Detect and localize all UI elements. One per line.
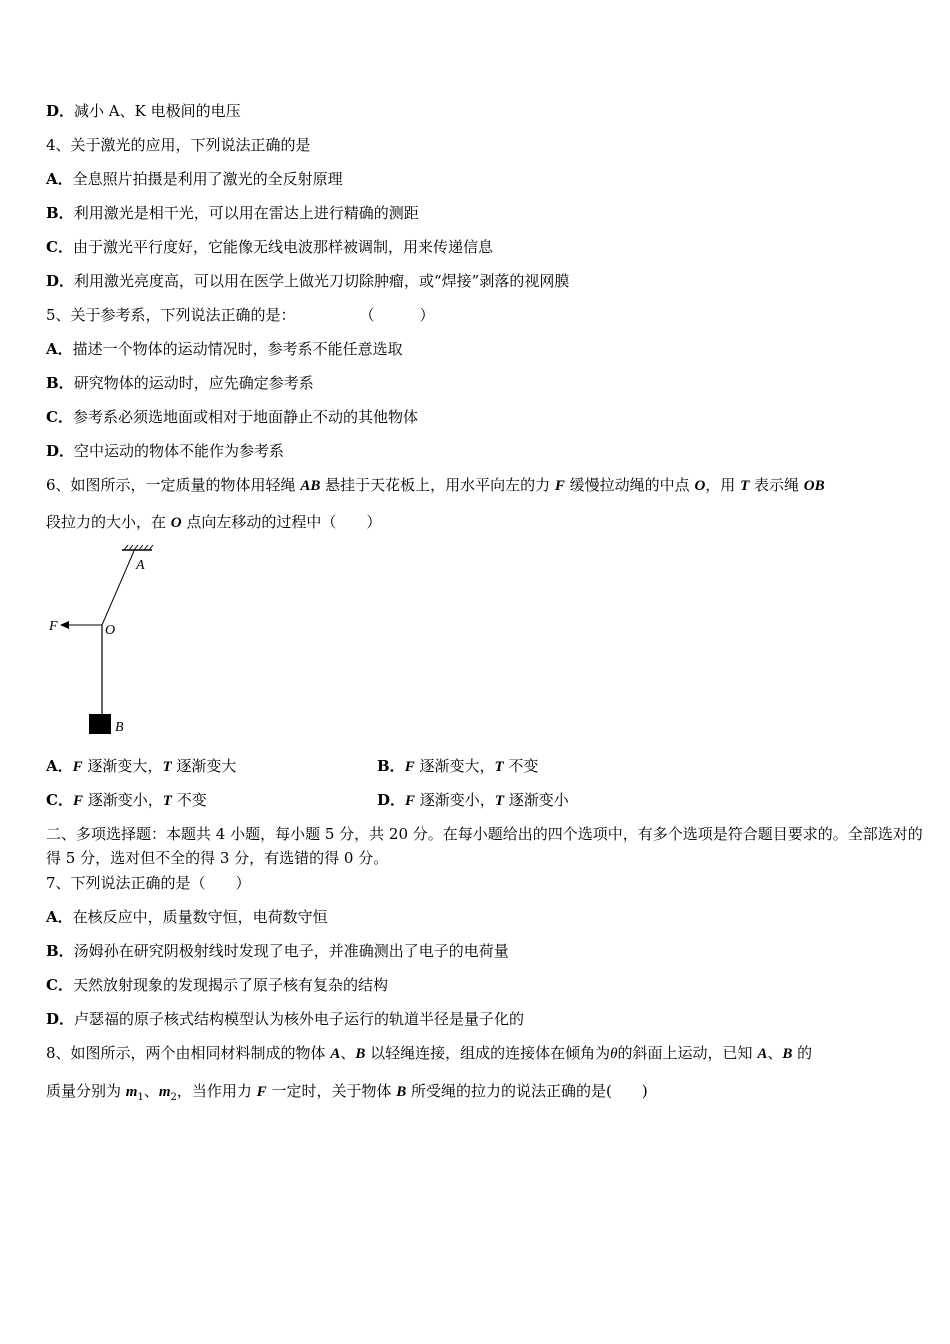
option-label: C． xyxy=(46,408,73,426)
option-label: C． xyxy=(46,238,73,256)
option-text: 利用激光是相干光，可以用在雷达上进行精确的测距 xyxy=(73,204,419,222)
text: 质量分别为 xyxy=(46,1082,126,1100)
text: ，用 xyxy=(705,476,741,494)
q4-option-d xyxy=(46,271,569,291)
text: 一定时，关于物体 xyxy=(266,1082,397,1100)
subscript: 2 xyxy=(170,1092,177,1103)
q5-stem-text: 5、关于参考系，下列说法正确的是： xyxy=(46,306,296,324)
var-a: A xyxy=(757,1046,768,1062)
option-label: D． xyxy=(46,272,75,290)
q5-stem xyxy=(46,305,435,325)
var-ob: OB xyxy=(803,478,825,494)
option-text: 参考系必须选地面或相对于地面静止不动的其他物体 xyxy=(72,408,418,426)
var-f: F xyxy=(404,759,415,775)
text: 、 xyxy=(143,1082,159,1100)
q4-option-c xyxy=(46,237,493,257)
answer-bracket: （ ） xyxy=(359,306,435,324)
q6-stem-line1 xyxy=(46,475,825,496)
option-text: 天然放射现象的发现揭示了原子核有复杂的结构 xyxy=(72,976,388,994)
text: 不变 xyxy=(171,791,207,809)
option-text: 由于激光平行度好，它能像无线电波那样被调制，用来传递信息 xyxy=(72,238,493,256)
option-text: 减小 A、K 电极间的电压 xyxy=(74,102,241,120)
q6-figure xyxy=(46,544,156,740)
option-text: 研究物体的运动时，应先确定参考系 xyxy=(73,374,314,392)
option-text: 描述一个物体的运动情况时，参考系不能任意选取 xyxy=(72,340,403,358)
text: 逐渐变小， xyxy=(82,791,163,809)
var-b: B xyxy=(782,1046,793,1062)
q3-option-d xyxy=(46,101,241,121)
var-f: F xyxy=(72,759,83,775)
option-text: 全息照片拍摄是利用了激光的全反射原理 xyxy=(72,170,343,188)
q6-stem-line2 xyxy=(46,512,381,533)
q6-option-d xyxy=(377,790,569,811)
option-label: A． xyxy=(46,340,73,358)
q7-option-b xyxy=(46,941,509,961)
text: 8、如图所示，两个由相同材料制成的物体 xyxy=(46,1044,331,1062)
text: 逐渐变大， xyxy=(82,757,163,775)
q6-option-c xyxy=(46,790,207,811)
q7-stem: 7、下列说法正确的是（ ） xyxy=(46,874,251,892)
label-b: B xyxy=(115,720,124,735)
option-label: D． xyxy=(46,102,75,120)
q8-stem-line1 xyxy=(46,1043,812,1064)
option-label: A． xyxy=(46,908,73,926)
q4-option-b xyxy=(46,203,419,223)
var-m: m xyxy=(125,1084,138,1100)
var-f: F xyxy=(554,478,565,494)
q4-option-a xyxy=(46,169,343,189)
option-text: 汤姆孙在研究阴极射线时发现了电子，并准确测出了电子的电荷量 xyxy=(73,942,509,960)
option-label: B． xyxy=(46,374,74,392)
var-t: T xyxy=(494,759,504,775)
text: 缓慢拉动绳的中点 xyxy=(564,476,695,494)
section-heading: 二、多项选择题：本题共 4 小题，每小题 5 分，共 20 分。在每小题给出的四个选项中，有多个选项是符合题目要求的。全部选对的得 5 分，选对但不全的得 3 分，有选错的得 0 分。 xyxy=(46,825,923,867)
q5-option-c xyxy=(46,407,418,427)
var-t: T xyxy=(494,793,504,809)
text: 的斜面上运动，已知 xyxy=(617,1044,758,1062)
text: 、 xyxy=(767,1044,783,1062)
option-label: B． xyxy=(46,942,74,960)
text: 悬挂于天花板上，用水平向左的力 xyxy=(320,476,555,494)
var-o: O xyxy=(694,478,706,494)
option-label: C． xyxy=(46,976,73,994)
q7-option-c xyxy=(46,975,388,995)
var-theta: θ xyxy=(610,1046,618,1062)
option-label: A． xyxy=(46,757,73,775)
var-a: A xyxy=(330,1046,341,1062)
var-t: T xyxy=(740,478,750,494)
force-arrow-head xyxy=(60,621,69,629)
option-label: B． xyxy=(377,757,405,775)
q7-option-a xyxy=(46,907,328,927)
label-a: A xyxy=(136,558,145,573)
text: 段拉力的大小，在 xyxy=(46,513,171,531)
option-text: 卢瑟福的原子核式结构模型认为核外电子运行的轨道半径是量子化的 xyxy=(74,1010,525,1028)
q8-stem-line2 xyxy=(46,1081,648,1108)
var-t: T xyxy=(162,793,172,809)
option-label: D． xyxy=(377,791,406,809)
var-m: m xyxy=(158,1084,171,1100)
option-text: 利用激光亮度高，可以用在医学上做光刀切除肿瘤，或“焊接”剥落的视网膜 xyxy=(74,272,570,290)
option-label: A． xyxy=(46,170,73,188)
var-b: B xyxy=(355,1046,366,1062)
text: 以轻绳连接，组成的连接体在倾角为 xyxy=(365,1044,611,1062)
var-ab: AB xyxy=(300,478,321,494)
subscript: 1 xyxy=(137,1092,144,1103)
var-f: F xyxy=(256,1084,267,1100)
text: 所受绳的拉力的说法正确的是( ) xyxy=(406,1082,648,1100)
var-t: T xyxy=(162,759,172,775)
text: ，当作用力 xyxy=(176,1082,257,1100)
text: 逐渐变小， xyxy=(415,791,495,809)
q6-option-b xyxy=(377,756,538,777)
text: 逐渐变大 xyxy=(171,757,237,775)
text: 不变 xyxy=(503,757,539,775)
var-b: B xyxy=(396,1084,407,1100)
option-label: B． xyxy=(46,204,74,222)
option-label: D． xyxy=(46,1010,75,1028)
q6-option-a xyxy=(46,756,236,777)
var-f: F xyxy=(72,793,83,809)
text: 6、如图所示，一定质量的物体用轻绳 xyxy=(46,476,301,494)
text: 逐渐变大， xyxy=(414,757,495,775)
q5-option-d xyxy=(46,441,284,461)
text: 点向左移动的过程中（ ） xyxy=(181,513,382,531)
var-f: F xyxy=(405,793,416,809)
option-label: C． xyxy=(46,791,73,809)
text: 的 xyxy=(792,1044,813,1062)
option-text: 在核反应中，质量数守恒，电荷数守恒 xyxy=(72,908,328,926)
option-label: D． xyxy=(46,442,75,460)
q5-option-b xyxy=(46,373,314,393)
q4-stem: 4、关于激光的应用，下列说法正确的是 xyxy=(46,136,311,154)
block-b xyxy=(89,714,111,734)
text: 表示绳 xyxy=(749,476,804,494)
q7-option-d xyxy=(46,1009,524,1029)
rope-ao xyxy=(102,551,134,625)
option-text: 空中运动的物体不能作为参考系 xyxy=(74,442,285,460)
q5-option-a xyxy=(46,339,403,359)
text: 逐渐变小 xyxy=(503,791,569,809)
label-f: F xyxy=(49,619,58,634)
label-o: O xyxy=(105,623,116,638)
text: 、 xyxy=(340,1044,356,1062)
var-o: O xyxy=(170,515,182,531)
